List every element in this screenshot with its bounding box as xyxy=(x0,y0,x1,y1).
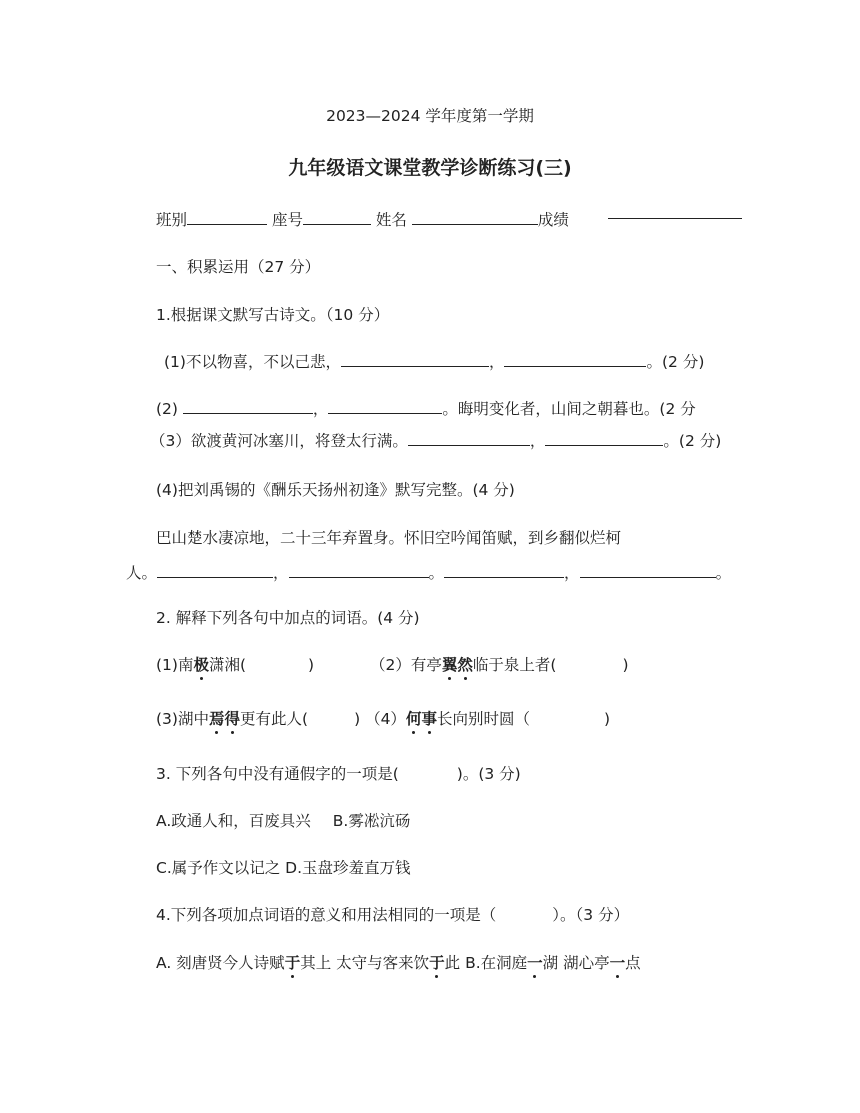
option-b: B.雾凇沆砀 xyxy=(332,812,411,830)
score-label: 成绩 xyxy=(537,211,569,229)
answer-blank[interactable] xyxy=(289,562,429,578)
dotted-word: 一 xyxy=(527,954,543,972)
score-blank[interactable] xyxy=(608,218,742,219)
page-title: 九年级语文课堂教学诊断练习(三) xyxy=(288,157,572,179)
question-4-title: 4.下列各项加点词语的意义和用法相同的一项是（ ）。（3 分） xyxy=(156,906,630,924)
term-header: 2023—2024 学年度第一学期 xyxy=(326,107,534,125)
answer-blank[interactable] xyxy=(157,562,273,578)
dotted-word: 事 xyxy=(421,710,437,728)
dotted-word: 翼 xyxy=(441,656,458,674)
dotted-word: 于 xyxy=(429,954,445,972)
seat-label: 座号 xyxy=(271,211,303,229)
answer-blank[interactable] xyxy=(408,430,530,446)
question-3-options-cd: C.属予作文以记之 D.玉盘珍羞直万钱 xyxy=(156,859,411,877)
dotted-word: 得 xyxy=(224,710,240,728)
question-2-title: 2. 解释下列各句中加点的词语。(4 分) xyxy=(156,609,420,627)
dotted-word: 于 xyxy=(284,954,301,972)
question-4-option-a: A. 刻唐贤今人诗赋于其上 太守与客来饮于此 B.在洞庭一湖 湖心亭一点 xyxy=(156,954,641,972)
dotted-word: 然 xyxy=(457,656,473,674)
section-heading: 一、积累运用（27 分） xyxy=(156,258,321,276)
answer-blank[interactable] xyxy=(504,351,646,367)
answer-blank[interactable] xyxy=(545,430,663,446)
class-blank[interactable] xyxy=(187,209,267,225)
answer-blank[interactable] xyxy=(444,562,564,578)
dotted-word: 焉 xyxy=(208,710,225,728)
seat-blank[interactable] xyxy=(303,209,371,225)
question-1-item-3: （3）欲渡黄河冰塞川，将登太行满。 ， 。(2 分) xyxy=(150,432,722,450)
dotted-word: 极 xyxy=(193,656,209,674)
question-1-item-1: (1)不以物喜，不以己悲， ， 。(2 分) xyxy=(164,353,705,371)
class-label: 班别 xyxy=(156,211,188,229)
name-blank[interactable] xyxy=(412,209,538,225)
question-1-title: 1.根据课文默写古诗文。（10 分） xyxy=(156,306,390,324)
answer-blank[interactable] xyxy=(183,398,313,414)
question-2-row-2: (3)湖中焉得更有此人( ) （4）何事长向别时圆（ ) xyxy=(156,710,611,728)
poem-line-2: 人。 ， 。 ， 。 xyxy=(126,564,732,582)
name-label: 姓名 xyxy=(375,211,407,229)
answer-blank[interactable] xyxy=(328,398,442,414)
question-2-item-2: （2）有亭翼然临于泉上者( ) xyxy=(370,656,629,674)
answer-blank[interactable] xyxy=(580,562,716,578)
option-a: A.政通人和，百废具兴 xyxy=(156,812,311,830)
dotted-word: 一 xyxy=(609,954,626,972)
dotted-word: 何 xyxy=(405,710,422,728)
answer-blank[interactable] xyxy=(341,351,489,367)
student-info-line xyxy=(156,209,569,231)
question-3-title: 3. 下列各句中没有通假字的一项是( )。(3 分) xyxy=(156,765,521,783)
question-3-options-ab xyxy=(156,810,410,832)
poem-line-1: 巴山楚水凄凉地，二十三年弃置身。怀旧空吟闻笛赋，到乡翻似烂柯 xyxy=(156,529,622,547)
question-1-item-2: (2) ， 。晦明变化者，山间之朝暮也。(2 分 xyxy=(156,400,696,418)
question-2-row-1: (1)南极潇湘( ) xyxy=(156,656,315,674)
question-1-item-4: (4)把刘禹锡的《酬乐天扬州初逢》默写完整。(4 分) xyxy=(156,481,515,499)
